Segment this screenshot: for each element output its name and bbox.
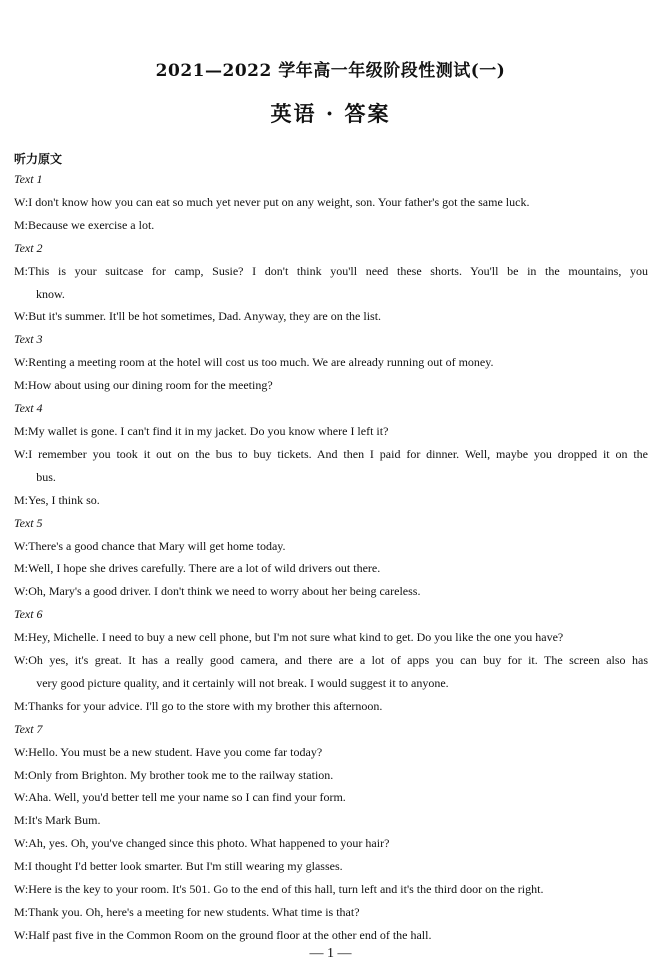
speaker-label: W:	[14, 653, 29, 668]
text-label: Text 4	[14, 401, 43, 416]
dialog-text-line: Hey, Michelle. I need to buy a new cell phone, but I'm not sure what kind to get. Do you like the one you have?	[28, 630, 564, 645]
dialog-text-continuation: know.	[36, 286, 65, 301]
page-number: — 1 —	[309, 946, 352, 961]
dialog-text-line: I thought I'd better look smarter. But I'm still wearing my glasses.	[28, 859, 343, 874]
dialog-text	[28, 214, 648, 237]
speaker-label: W:	[14, 446, 29, 461]
dialog-text-line: Only from Brighton. My brother took me to the railway station.	[28, 767, 334, 782]
dialog-text-line: Oh, Mary's a good driver. I don't think we need to worry about her being careless.	[28, 584, 421, 599]
dialog-text-line: There's a good chance that Mary will get home today.	[28, 538, 286, 553]
dialog-text-line: Yes, I think so.	[28, 492, 100, 507]
dialog-line	[14, 901, 648, 924]
text-label: Text 5	[14, 515, 43, 530]
dialog-text	[28, 489, 648, 512]
dialog-line	[14, 557, 648, 580]
dialog-text-line: Renting a meeting room at the hotel will cost us too much. We are already running out of money.	[28, 355, 494, 370]
dialog-text	[28, 878, 648, 901]
dialog-text-line: I don't know how you can eat so much yet never put on any weight, son. Your father's got the same luck.	[28, 194, 530, 209]
speaker-label: W:	[14, 538, 29, 553]
speaker-label: M:	[14, 263, 29, 278]
dialog-text-line: Because we exercise a lot.	[28, 217, 155, 232]
speaker-label: M:	[14, 767, 29, 782]
transcript-body	[14, 168, 648, 947]
dialog-text	[28, 649, 648, 695]
dialog-line	[14, 443, 648, 489]
dialog-text	[28, 901, 648, 924]
speaker-label: M:	[14, 813, 29, 828]
dialog-line	[14, 855, 648, 878]
dialog-line	[14, 191, 648, 214]
dialog-text	[28, 535, 648, 558]
dialog-text	[28, 786, 648, 809]
speaker-label: W:	[14, 882, 29, 897]
speaker-label: W:	[14, 355, 29, 370]
dialog-text-line: Well, I hope she drives carefully. There are a lot of wild drivers out there.	[28, 561, 381, 576]
dialog-text-line: But it's summer. It'll be hot sometimes, Dad. Anyway, they are on the list.	[28, 309, 382, 324]
dialog-text-line: How about using our dining room for the meeting?	[28, 378, 273, 393]
dialog-line	[14, 741, 648, 764]
dialog-text-continuation: bus.	[36, 469, 56, 484]
dialog-text	[28, 626, 648, 649]
dialog-text-line: This is your suitcase for camp, Susie? I don't think you'll need these shorts. You'll be in the mountains, you	[28, 263, 648, 278]
dialog-text-line: Thanks for your advice. I'll go to the store with my brother this afternoon.	[28, 698, 383, 713]
dialog-text	[28, 741, 648, 764]
dialog-line	[14, 351, 648, 374]
dialog-text	[28, 557, 648, 580]
dialog-text	[28, 580, 648, 603]
dialog-text-line: My wallet is gone. I can't find it in my jacket. Do you know where I left it?	[28, 423, 389, 438]
text-label: Text 2	[14, 240, 43, 255]
dialog-text	[28, 809, 648, 832]
dialog-text-line: I remember you took it out on the bus to buy tickets. And then I paid for dinner. Well, maybe you dropped it on the	[28, 446, 648, 461]
dialog-line	[14, 695, 648, 718]
dialog-line	[14, 786, 648, 809]
speaker-label: W:	[14, 927, 29, 942]
dialog-text-continuation: very good picture quality, and it certainly will not break. I would suggest it to anyone.	[36, 675, 449, 690]
dialog-text	[28, 374, 648, 397]
text-label: Text 7	[14, 721, 43, 736]
speaker-label: M:	[14, 561, 29, 576]
dialog-text-line: Here is the key to your room. It's 501. Go to the end of this hall, turn left and it's the third door on the right.	[28, 882, 544, 897]
dialog-line	[14, 764, 648, 787]
dialog-text	[28, 260, 648, 306]
dialog-line	[14, 626, 648, 649]
text-label: Text 6	[14, 607, 43, 622]
dialog-line	[14, 809, 648, 832]
dialog-line	[14, 535, 648, 558]
speaker-label: W:	[14, 309, 29, 324]
dialog-text-line: Half past five in the Common Room on the ground floor at the other end of the hall.	[28, 927, 432, 942]
dialog-text-line: Ah, yes. Oh, you've changed since this photo. What happened to your hair?	[28, 836, 390, 851]
dialog-text	[28, 695, 648, 718]
dialog-text	[28, 420, 648, 443]
section-heading: 听力原文	[14, 152, 63, 166]
dialog-text	[28, 443, 648, 489]
dialog-line	[14, 924, 648, 947]
dialog-text-line: It's Mark Bum.	[28, 813, 101, 828]
speaker-label: M:	[14, 698, 29, 713]
dialog-text-line: Aha. Well, you'd better tell me your name so I can find your form.	[28, 790, 346, 805]
dialog-line	[14, 489, 648, 512]
speaker-label: W:	[14, 744, 29, 759]
page-title: 2021—2022 学年高一年级阶段性测试(一)	[155, 61, 506, 81]
dialog-text	[28, 305, 648, 328]
speaker-label: W:	[14, 584, 29, 599]
speaker-label: M:	[14, 378, 29, 393]
text-label: Text 3	[14, 332, 43, 347]
dialog-line	[14, 878, 648, 901]
speaker-label: W:	[14, 194, 29, 209]
dialog-text	[28, 924, 648, 947]
dialog-line	[14, 649, 648, 695]
dialog-text	[28, 832, 648, 855]
dialog-text-line: Thank you. Oh, here's a meeting for new students. What time is that?	[28, 905, 360, 919]
dialog-line	[14, 260, 648, 306]
dialog-line	[14, 305, 648, 328]
dialog-line	[14, 214, 648, 237]
speaker-label: M:	[14, 217, 29, 232]
speaker-label: M:	[14, 905, 29, 919]
page-subtitle: 英语 · 答案	[270, 101, 391, 126]
dialog-text	[28, 351, 648, 374]
dialog-text	[28, 764, 648, 787]
speaker-label: M:	[14, 492, 29, 507]
speaker-label: M:	[14, 630, 29, 645]
speaker-label: W:	[14, 836, 29, 851]
dialog-text	[28, 855, 648, 878]
dialog-line	[14, 832, 648, 855]
dialog-text	[28, 191, 648, 214]
speaker-label: W:	[14, 790, 29, 805]
speaker-label: M:	[14, 423, 29, 438]
dialog-text-line: Oh yes, it's great. It has a really good camera, and there are a lot of apps you can buy for it. The screen also has	[28, 653, 648, 668]
dialog-line	[14, 374, 648, 397]
dialog-line	[14, 420, 648, 443]
dialog-text-line: Hello. You must be a new student. Have you come far today?	[28, 744, 323, 759]
text-label: Text 1	[14, 172, 43, 186]
dialog-line	[14, 580, 648, 603]
speaker-label: M:	[14, 859, 29, 874]
